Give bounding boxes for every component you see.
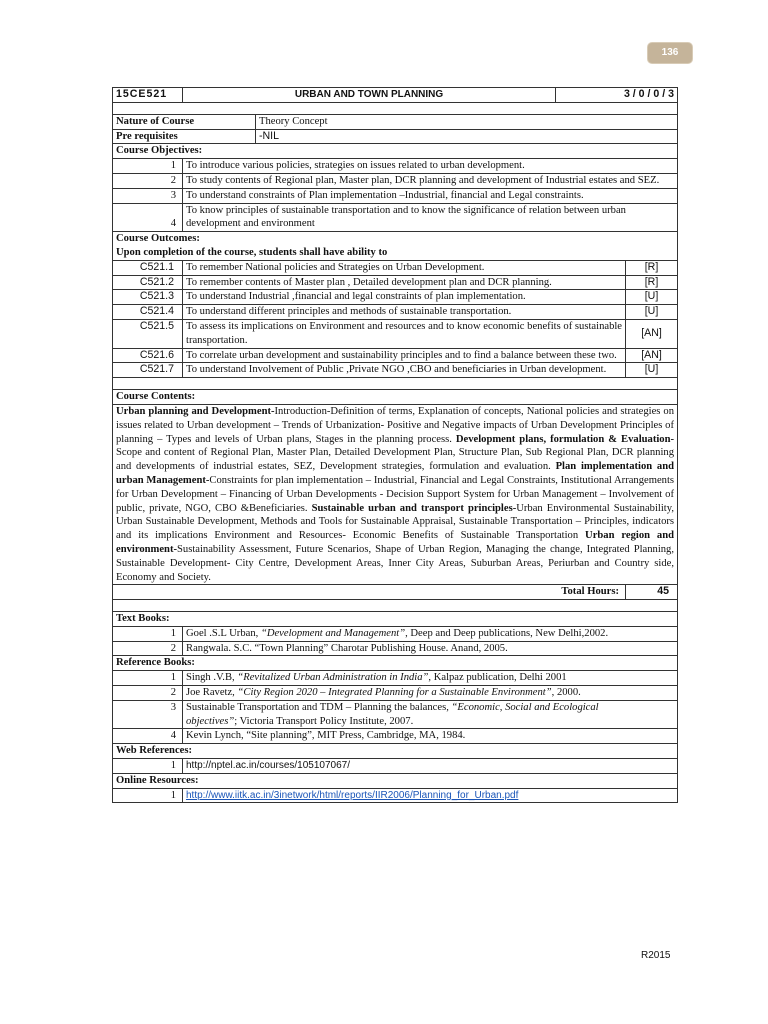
objectives-heading: Course Objectives: bbox=[113, 144, 678, 159]
objective-text: To understand constraints of Plan implementation –Industrial, financial and Legal constraints. bbox=[183, 188, 678, 203]
reference-entry: Sustainable Transportation and TDM – Planning the balances, “Economic, Social and Ecological objectives”; Victoria Transport Policy Institute, 2007. bbox=[183, 700, 626, 729]
online-resource-cell bbox=[183, 788, 678, 803]
objective-number: 1 bbox=[113, 159, 183, 174]
outcome-code: C521.4 bbox=[113, 305, 183, 320]
outcome-code: C521.6 bbox=[113, 348, 183, 363]
textbook-number: 2 bbox=[113, 641, 183, 656]
outcome-code: C521.3 bbox=[113, 290, 183, 305]
textbooks-heading: Text Books: bbox=[113, 612, 678, 627]
outcome-text: To understand different principles and methods of sustainable transportation. bbox=[183, 305, 626, 320]
reference-number: 4 bbox=[113, 729, 183, 744]
web-reference-number: 1 bbox=[113, 759, 183, 774]
objective-number: 4 bbox=[113, 203, 183, 232]
spacer-row bbox=[113, 600, 678, 612]
contents-heading: Course Contents: bbox=[113, 390, 678, 405]
outcome-level: [R] bbox=[626, 260, 678, 275]
spacer-row bbox=[113, 102, 678, 114]
objective-number: 2 bbox=[113, 173, 183, 188]
footer-regulation-code: R2015 bbox=[641, 950, 671, 961]
course-header-row bbox=[113, 88, 678, 103]
course-title: URBAN AND TOWN PLANNING bbox=[183, 88, 556, 103]
course-credits: 3 / 0 / 0 / 3 bbox=[556, 88, 678, 103]
web-references-heading: Web References: bbox=[113, 744, 678, 759]
nature-label: Nature of Course bbox=[113, 114, 256, 129]
prereq-label: Pre requisites bbox=[113, 129, 256, 144]
outcome-level: [R] bbox=[626, 275, 678, 290]
total-hours-label: Total Hours: bbox=[113, 585, 626, 600]
reference-entry: Singh .V.B, “Revitalized Urban Administration in India”, Kalpaz publication, Delhi 2001 bbox=[183, 671, 626, 686]
outcome-code: C521.5 bbox=[113, 319, 183, 348]
nature-value: Theory Concept bbox=[256, 114, 678, 129]
outcome-text: To understand Involvement of Public ,Private NGO ,CBO and beneficiaries in Urban development. bbox=[183, 363, 626, 378]
textbook-number: 1 bbox=[113, 626, 183, 641]
outcome-text: To remember National policies and Strategies on Urban Development. bbox=[183, 260, 626, 275]
online-resource-link[interactable]: http://www.iitk.ac.in/3inetwork/html/reports/IIR2006/Planning_for_Urban.pdf bbox=[186, 789, 519, 801]
outcome-level: [AN] bbox=[626, 319, 678, 348]
outcome-level: [U] bbox=[626, 363, 678, 378]
reference-number: 2 bbox=[113, 686, 183, 701]
reference-number: 1 bbox=[113, 671, 183, 686]
outcome-text: To correlate urban development and sustainability principles and to find a balance between these two. bbox=[183, 348, 626, 363]
page-number-badge: 136 bbox=[648, 43, 692, 63]
online-resource-number: 1 bbox=[113, 788, 183, 803]
course-code: 15CE521 bbox=[113, 88, 183, 103]
reference-entry: Kevin Lynch, “Site planning”, MIT Press, Cambridge, MA, 1984. bbox=[183, 729, 678, 744]
objective-number: 3 bbox=[113, 188, 183, 203]
outcome-code: C521.7 bbox=[113, 363, 183, 378]
objective-text: To study contents of Regional plan, Master plan, DCR planning and development of Industrial estates and SEZ. bbox=[183, 173, 678, 188]
outcome-text: To remember contents of Master plan , Detailed development plan and DCR planning. bbox=[183, 275, 626, 290]
outcome-level: [U] bbox=[626, 290, 678, 305]
total-hours-value: 45 bbox=[626, 585, 678, 600]
outcome-code: C521.2 bbox=[113, 275, 183, 290]
reference-entry: Joe Ravetz, “City Region 2020 – Integrated Planning for a Sustainable Environment”, 2000. bbox=[183, 686, 626, 701]
online-resources-heading: Online Resources: bbox=[113, 773, 678, 788]
reference-number: 3 bbox=[113, 700, 183, 729]
web-reference-url[interactable]: http://nptel.ac.in/courses/105107067/ bbox=[183, 759, 678, 774]
objective-text: To know principles of sustainable transportation and to know the significance of relation between urban development and environment bbox=[183, 203, 678, 232]
references-heading: Reference Books: bbox=[113, 656, 678, 671]
prereq-value: -NIL bbox=[256, 129, 678, 144]
outcome-level: [AN] bbox=[626, 348, 678, 363]
spacer-row bbox=[113, 378, 678, 390]
outcome-text: To assess its implications on Environment and resources and to know economic benefits of sustainable transportation. bbox=[183, 319, 626, 348]
outcome-level: [U] bbox=[626, 305, 678, 320]
outcomes-heading: Course Outcomes: Upon completion of the course, students shall have ability to bbox=[113, 232, 678, 261]
outcome-text: To understand Industrial ,financial and legal constraints of plan implementation. bbox=[183, 290, 626, 305]
course-contents: Urban planning and Development-Introduction-Definition of terms, Explanation of concepts, National policies and strategies on issues related to Urban development – Trends of Urbanization- Positive and Negative impacts of Urban Development Principles of planning – Types and levels of Urban plans, Stages in the planning process. Development plans, formulation & Evaluation-Scope and content of Regional Plan, Master Plan, Detailed Development Plan, Structure Plan, Sub Regional Plan, DCR planning and developments of industrial estates, SEZ, Development strategies, formulation and evaluation. Plan implementation and urban Management-Constraints for plan implementation – Industrial, Financial and Legal Constraints, Institutional Arrangements for Urban Development – Financing of Urban Developments - Decision Support System for Urban Management – Involvement of public, private, NGO, CBO &Beneficiaries. Sustainable urban and transport principles-Urban Environmental Sustainability, Urban Sustainable Development, Methods and Tools for Sustainable Appraisal, Sustainable Transportation – Principles, indicators and its implications Environment and Resources- Economic Benefits of Sustainable Transportation Urban region and environment-Sustainability Assessment, Future Scenarios, Shape of Urban Region, Managing the change, Integrated Planning, Sustainable Development- City Centre, Development Areas, Inner City Areas, Suburban Areas, Periurban and Country side, Economy and Society. bbox=[113, 404, 678, 584]
objective-text: To introduce various policies, strategies on issues related to urban development. bbox=[183, 159, 678, 174]
textbook-entry: Goel .S.L Urban, “Development and Management”, Deep and Deep publications, New Delhi,2002. bbox=[183, 626, 678, 641]
syllabus-sheet bbox=[112, 87, 677, 803]
textbook-entry: Rangwala. S.C. “Town Planning” Charotar Publishing House. Anand, 2005. bbox=[183, 641, 678, 656]
outcome-code: C521.1 bbox=[113, 260, 183, 275]
syllabus-table bbox=[112, 87, 678, 803]
